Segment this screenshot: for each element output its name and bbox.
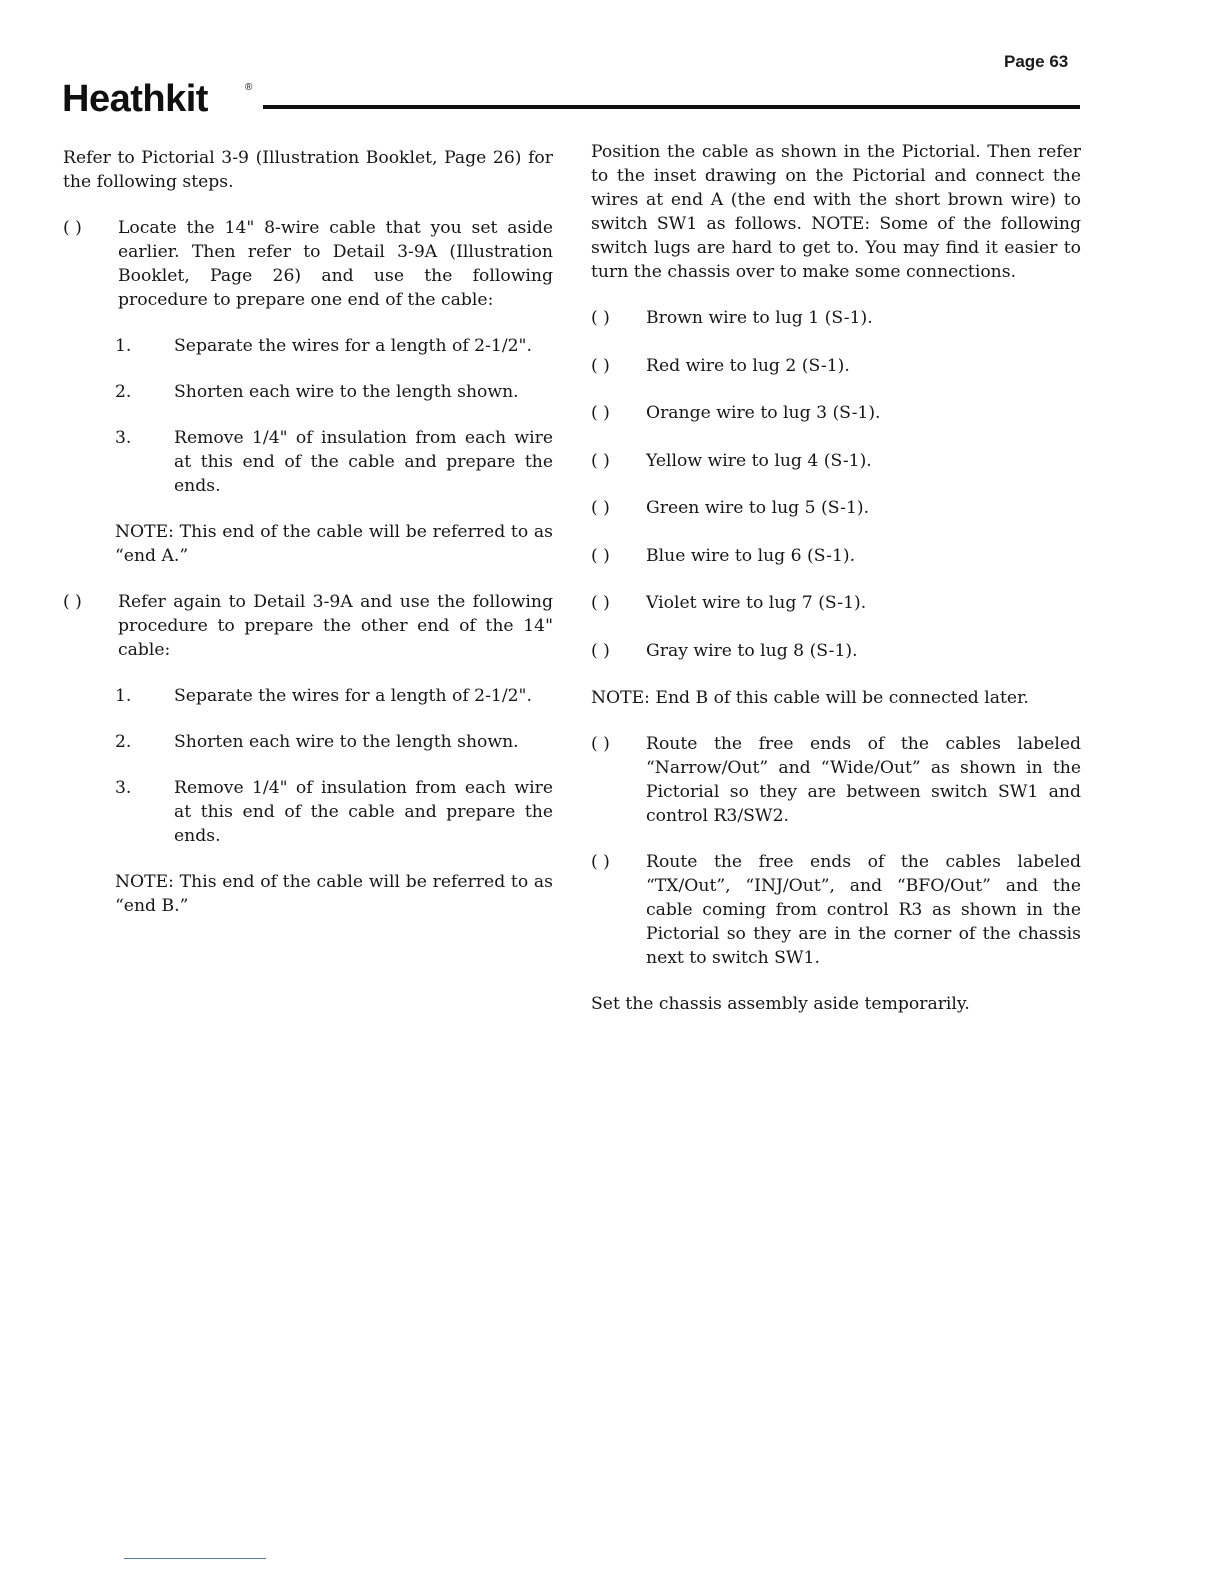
step-text: Remove 1/4" of insulation from each wire at this end of the cable and prepare the ends. (174, 428, 553, 496)
task-text: Locate the 14" 8-wire cable that you set aside earlier. Then refer to Detail 3-9A (Illustration Booklet, Page 26) and use the following procedure to prepare one end of the cable: (118, 218, 553, 310)
step-text: Separate the wires for a length of 2-1/2". (174, 336, 532, 356)
list-item (115, 684, 553, 708)
list-item (115, 334, 553, 358)
left-intro: Refer to Pictorial 3-9 (Illustration Booklet, Page 26) for the following steps. (63, 148, 553, 192)
checkbox[interactable]: ( ) (591, 852, 610, 872)
checkbox[interactable]: ( ) (591, 734, 610, 754)
closing-instruction: Set the chassis assembly aside temporarily. (591, 994, 970, 1014)
wire-step-text: Brown wire to lug 1 (S-1). (646, 308, 873, 328)
wire-step-text: Yellow wire to lug 4 (S-1). (646, 450, 872, 471)
checkbox[interactable]: ( ) (591, 498, 610, 518)
footer-rule (124, 1558, 266, 1559)
page-number: Page 63 (1004, 52, 1069, 71)
note-end-b: NOTE: This end of the cable will be referred to as “end B.” (115, 872, 553, 916)
task-locate-cable (63, 216, 553, 312)
task-text: Route the free ends of the cables labeled “TX/Out”, “INJ/Out”, and “BFO/Out” and the cable coming from control R3 as shown in the Pictorial so they are in the corner of the chassis next to switch SW1. (646, 852, 1081, 968)
checkbox[interactable]: ( ) (591, 450, 610, 471)
wire-step-text: Blue wire to lug 6 (S-1). (646, 545, 856, 566)
checkbox[interactable]: ( ) (591, 403, 610, 423)
checkbox[interactable]: ( ) (591, 355, 610, 376)
step-list-end-b (115, 684, 553, 848)
step-text: Shorten each wire to the length shown. (174, 382, 519, 402)
checkbox[interactable]: ( ) (591, 593, 610, 613)
checkbox[interactable]: ( ) (591, 640, 610, 661)
step-number: 2. (115, 732, 132, 752)
note-end-a: NOTE: This end of the cable will be referred to as “end A.” (115, 522, 553, 566)
step-text: Remove 1/4" of insulation from each wire at this end of the cable and prepare the ends. (174, 778, 553, 846)
checkbox[interactable]: ( ) (591, 308, 610, 328)
wire-step-text: Orange wire to lug 3 (S-1). (646, 403, 881, 423)
step-number: 3. (115, 778, 132, 798)
note-end-b-later: NOTE: End B of this cable will be connected later. (591, 688, 1029, 708)
list-item (591, 449, 1081, 473)
task-route-tx-inj-bfo (591, 850, 1081, 970)
registered-mark: ® (245, 82, 253, 93)
wire-step-text: Green wire to lug 5 (S-1). (646, 498, 870, 518)
list-item (591, 401, 1081, 425)
step-number: 3. (115, 428, 132, 448)
list-item (591, 306, 1081, 330)
step-number: 1. (115, 686, 132, 706)
step-text: Shorten each wire to the length shown. (174, 732, 519, 752)
checkbox[interactable]: ( ) (63, 218, 82, 238)
right-column (591, 140, 1081, 1038)
header-rule (263, 105, 1080, 109)
checkbox[interactable]: ( ) (63, 592, 82, 612)
list-item (591, 544, 1081, 568)
list-item (591, 591, 1081, 615)
checkbox[interactable]: ( ) (591, 545, 610, 566)
list-item (115, 380, 553, 404)
list-item (115, 776, 553, 848)
brand-logo: Heathkit (62, 78, 208, 120)
list-item (115, 730, 553, 754)
step-number: 1. (115, 336, 132, 356)
task-prepare-other-end (63, 590, 553, 662)
right-intro: Position the cable as shown in the Pictorial. Then refer to the inset drawing on the Pictorial and connect the wires at end A (the end with the short brown wire) to switch SW1 as follows. NOTE: Some of the following switch lugs are hard to get to. You may find it easier to turn the chassis over to make some connections. (591, 142, 1081, 282)
step-number: 2. (115, 382, 132, 402)
task-text: Route the free ends of the cables labeled “Narrow/Out” and “Wide/Out” as shown in the Pictorial so they are between switch SW1 and control R3/SW2. (646, 734, 1081, 826)
list-item (591, 639, 1081, 663)
list-item (115, 426, 553, 498)
step-text: Separate the wires for a length of 2-1/2". (174, 686, 532, 706)
step-list-end-a (115, 334, 553, 498)
wire-step-text: Gray wire to lug 8 (S-1). (646, 640, 858, 661)
left-column (63, 146, 553, 940)
wire-step-text: Violet wire to lug 7 (S-1). (646, 593, 867, 613)
task-route-narrow-wide (591, 732, 1081, 828)
task-text: Refer again to Detail 3-9A and use the following procedure to prepare the other end of the 14" cable: (118, 592, 553, 660)
list-item (591, 496, 1081, 520)
list-item (591, 354, 1081, 378)
wire-step-text: Red wire to lug 2 (S-1). (646, 355, 850, 376)
